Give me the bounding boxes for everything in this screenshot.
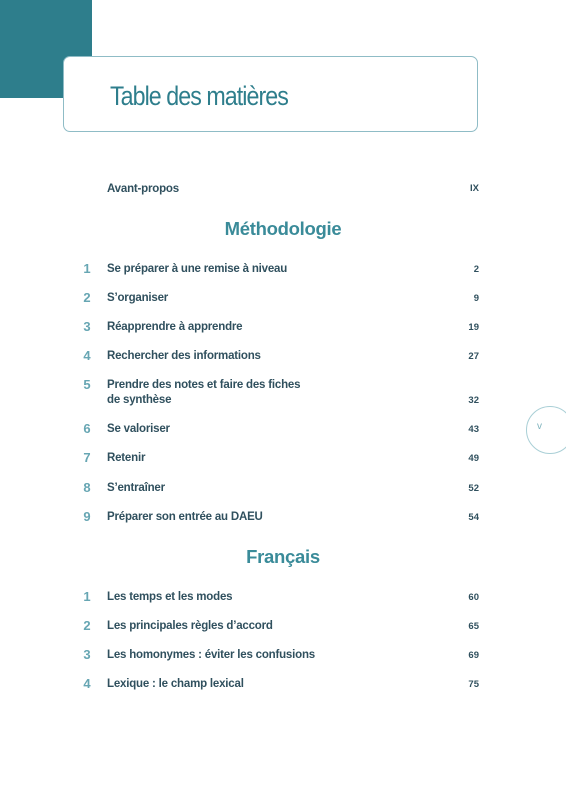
toc-entry-page: 54 [468, 512, 479, 523]
toc-entry-number: 2 [83, 618, 91, 633]
title-box [63, 56, 478, 132]
toc-entry-page: 43 [468, 424, 479, 435]
toc-entry-label: Les temps et les modes [107, 591, 233, 603]
toc-entry-label: Se préparer à une remise à niveau [107, 263, 288, 275]
toc-entry-page: 9 [473, 293, 479, 304]
page-title: Table des matières [110, 81, 288, 111]
toc-entry-number: 4 [83, 676, 91, 691]
toc-entry-label: Rechercher des informations [107, 350, 261, 362]
section-title-francais: Français [246, 546, 320, 567]
toc-entry-number: 3 [83, 647, 91, 662]
toc-entry-label-continued: de synthèse [107, 394, 172, 406]
toc-entry-label: Avant-propos [107, 183, 179, 195]
toc-entry-page: 52 [468, 483, 479, 494]
toc-entry-label: Préparer son entrée au DAEU [107, 511, 263, 523]
toc-entry-page: 69 [468, 650, 479, 661]
toc-entry-number: 3 [83, 319, 91, 334]
toc-entry-number: 6 [83, 421, 91, 436]
toc-entry-page: 75 [468, 679, 479, 690]
toc-entry-label: Les principales règles d’accord [107, 620, 273, 632]
toc-entry-number: 1 [83, 589, 91, 604]
toc-entry-label: Se valoriser [107, 423, 170, 435]
chevron-down-icon: v [537, 421, 542, 432]
toc-entry-page: 2 [473, 264, 479, 275]
toc-entry-number: 7 [83, 450, 91, 465]
toc-entry-number: 4 [83, 348, 91, 363]
toc-entry-page: IX [470, 183, 479, 194]
toc-entry-page: 49 [468, 453, 479, 464]
toc-entry-label: Lexique : le champ lexical [107, 678, 244, 690]
toc-entry-page: 65 [468, 621, 479, 632]
toc-entry-label: Les homonymes : éviter les confusions [107, 649, 315, 661]
toc-entry-page: 19 [468, 322, 479, 333]
toc-entry-number: 2 [83, 290, 91, 305]
toc-entry-page: 60 [468, 592, 479, 603]
toc-entry-number: 8 [83, 480, 91, 495]
toc-entry-page: 32 [468, 395, 479, 406]
toc-entry-page: 27 [468, 351, 479, 362]
toc-entry-label: Retenir [107, 452, 146, 464]
toc-entry-number: 5 [83, 377, 91, 392]
next-page-button[interactable] [526, 406, 566, 454]
toc-entry-label: Réapprendre à apprendre [107, 321, 243, 333]
toc-entry-number: 9 [83, 509, 91, 524]
toc-entry-label: S’organiser [107, 292, 169, 304]
toc-entry-label: Prendre des notes et faire des fiches [107, 379, 301, 391]
section-title-methodologie: Méthodologie [224, 218, 342, 239]
toc-entry-number: 1 [83, 261, 91, 276]
toc-entry-label: S’entraîner [107, 482, 165, 494]
